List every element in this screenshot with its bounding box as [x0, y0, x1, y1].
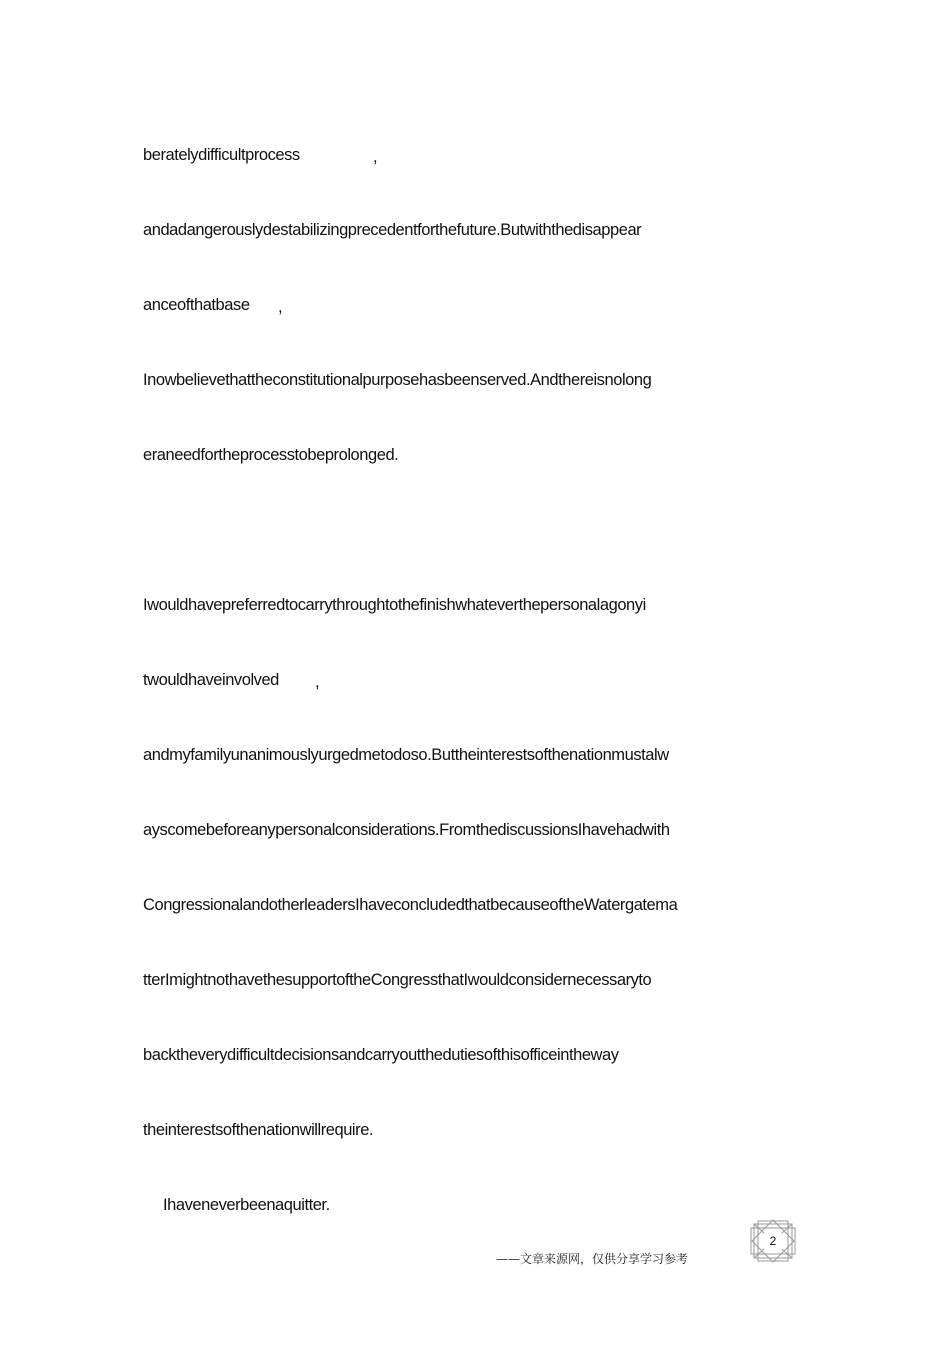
page-number-badge [748, 1218, 798, 1264]
text-line: CongressionalandotherleadersIhaveconcludedthatbecauseoftheWatergatema [143, 896, 678, 914]
text-line: backtheverydifficultdecisionsandcarryoutthedutiesofthisofficeintheway [143, 1046, 619, 1064]
text-line: ayscomebeforeanypersonalconsiderations.FromthediscussionsIhavehadwith [143, 821, 670, 839]
text-line: twouldhaveinvolved [143, 671, 279, 689]
text-line: theinterestsofthenationwillrequire. [143, 1121, 374, 1139]
text-line: andmyfamilyunanimouslyurgedmetodoso.Buttheinterestsofthenationmustalw [143, 746, 669, 764]
text-line: anceofthatbase [143, 296, 250, 314]
comma: , [373, 148, 378, 166]
comma: , [278, 298, 283, 316]
text-line: Ihaveneverbeenaquitter. [163, 1196, 330, 1214]
text-line: eraneedfortheprocesstobeprolonged. [143, 446, 399, 464]
footer-source-note: ——文章来源网，仅供分享学习参考 [496, 1252, 689, 1266]
text-line: tterImightnothavethesupportoftheCongressthatIwouldconsidernecessaryto [143, 971, 652, 989]
comma: , [315, 673, 320, 691]
text-line: Inowbelievethattheconstitutionalpurposehasbeenserved.Andthereisnolong [143, 371, 652, 389]
text-line: Iwouldhavepreferredtocarrythroughtothefinishwhateverthepersonalagonyi [143, 596, 646, 614]
text-line: andadangerouslydestabilizingprecedentforthefuture.Butwiththedisappear [143, 221, 642, 239]
text-line: beratelydifficultprocess [143, 146, 300, 164]
page-number: 2 [769, 1234, 777, 1248]
